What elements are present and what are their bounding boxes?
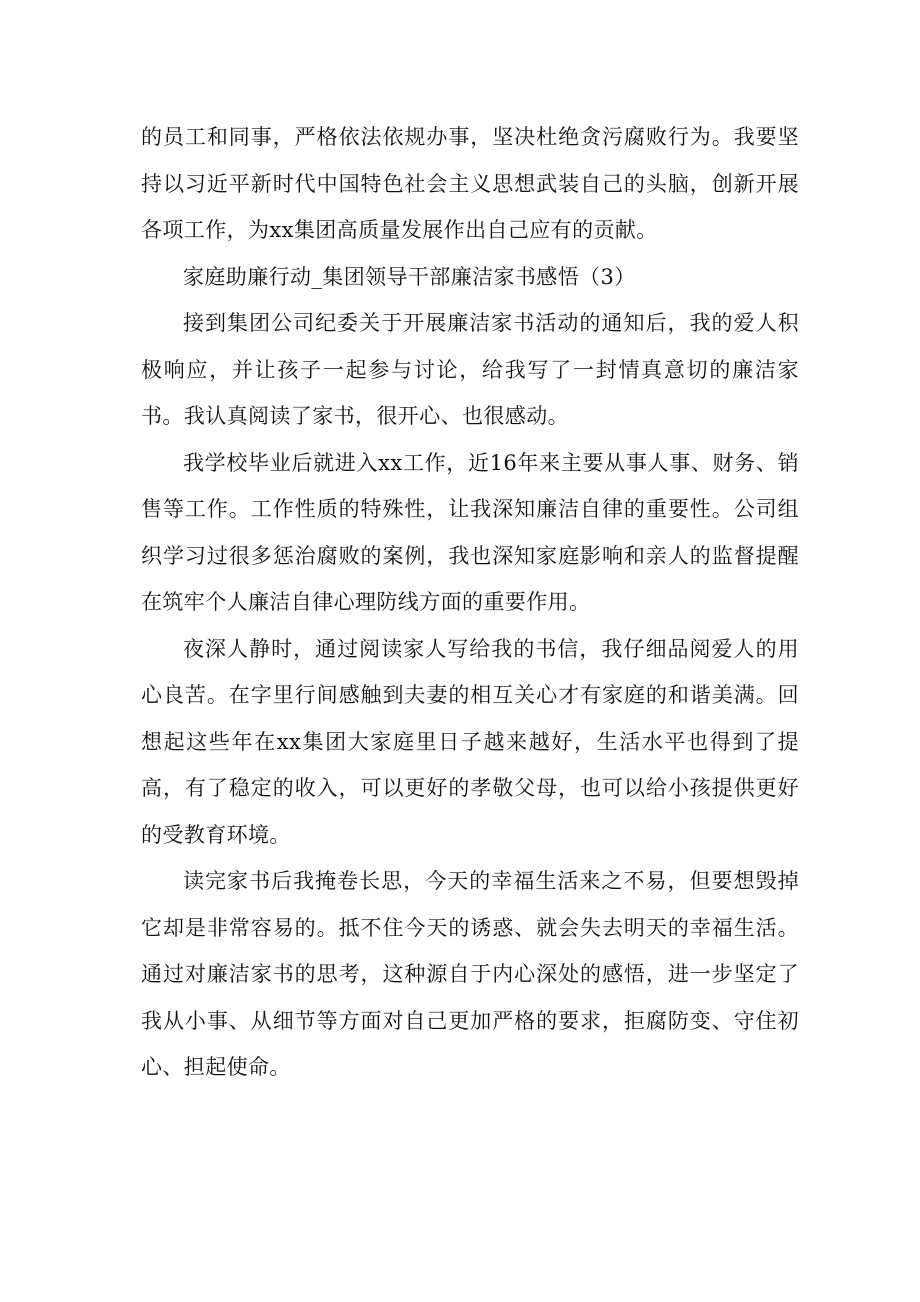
paragraph-continued: 的员工和同事，严格依法依规办事，坚决杜绝贪污腐败行为。我要坚持以习近平新时代中国特色社会主义思想武装自己的头脑，创新开展各项工作，为xx集团高质量发展作出自己应有的贡献。 [141,125,799,242]
paragraph-1: 接到集团公司纪委关于开展廉洁家书活动的通知后，我的爱人积极响应，并让孩子一起参与讨论，给我写了一封情真意切的廉洁家书。我认真阅读了家书，很开心、也很感动。 [141,311,799,428]
paragraph-3: 夜深人静时，通过阅读家人写给我的书信，我仔细品阅爱人的用心良苦。在字里行间感触到夫妻的相互关心才有家庭的和谐美满。回想起这些年在xx集团大家庭里日子越来越好，生活水平也得到了提高，有了稳定的收入，可以更好的孝敬父母，也可以给小孩提供更好的受教育环境。 [141,636,799,847]
paragraph-2: 我学校毕业后就进入xx工作，近16年来主要从事人事、财务、销售等工作。工作性质的特殊性，让我深知廉洁自律的重要性。公司组织学习过很多惩治腐败的案例，我也深知家庭影响和亲人的监督提醒在筑牢个人廉洁自律心理防线方面的重要作用。 [141,450,799,614]
section-heading: 家庭助廉行动_集团领导干部廉洁家书感悟（3） [183,264,636,289]
paragraph-4: 读完家书后我掩卷长思，今天的幸福生活来之不易，但要想毁掉它却是非常容易的。抵不住今天的诱惑、就会失去明天的幸福生活。通过对廉洁家书的思考，这种源自于内心深处的感悟，进一步坚定了我从小事、从细节等方面对自己更加严格的要求，拒腐防变、守住初心、担起使命。 [141,869,799,1079]
document-body [141,114,799,1091]
